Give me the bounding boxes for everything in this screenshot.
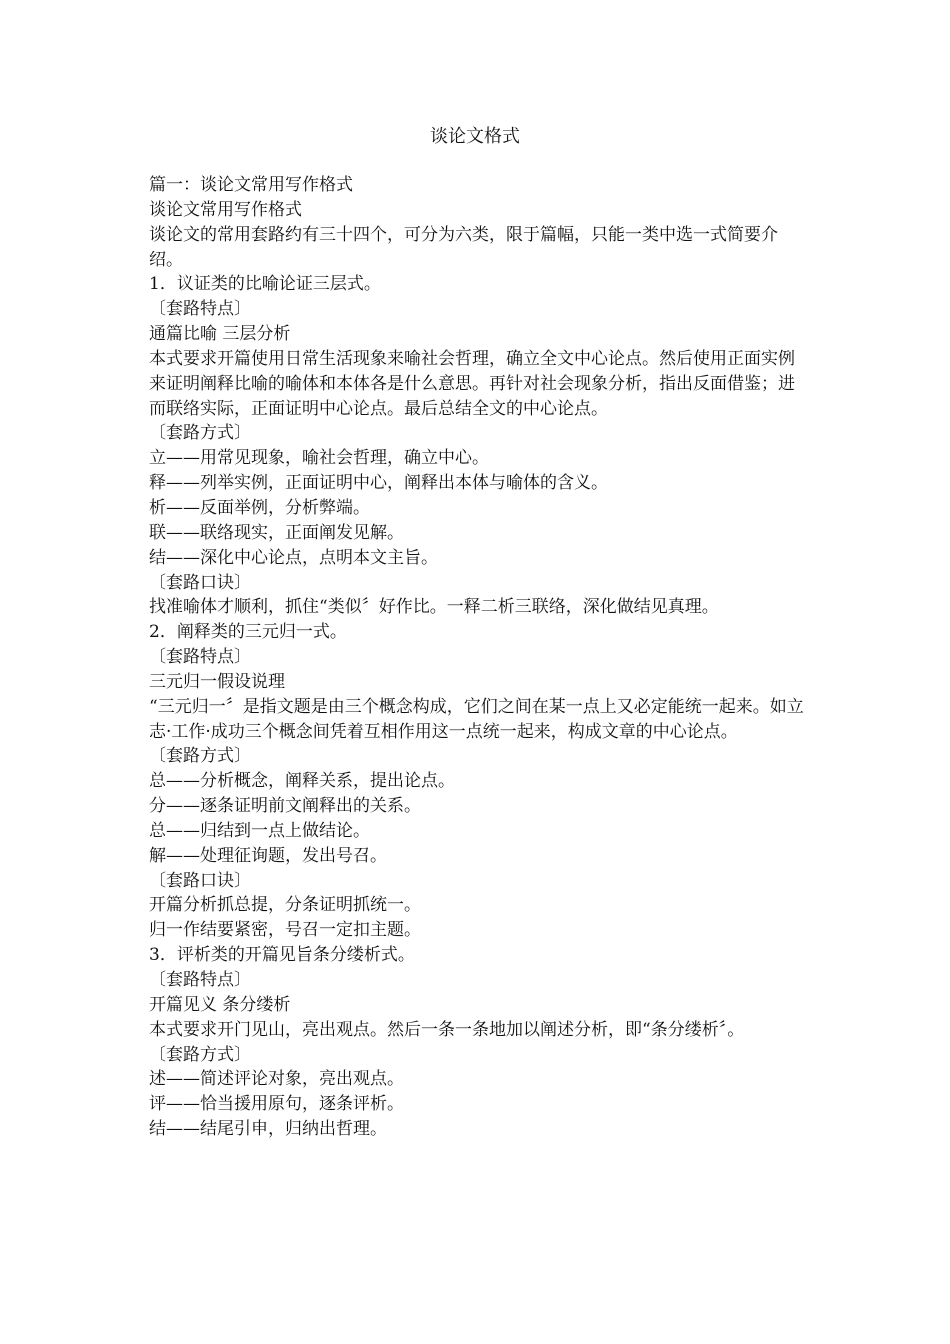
list-line: 述——简述评论对象，亮出观点。 bbox=[149, 1069, 404, 1090]
list-line: 结——结尾引申，归纳出哲理。 bbox=[149, 1119, 387, 1140]
list-line: 解——处理征询题，发出号召。 bbox=[149, 845, 387, 866]
paragraph: 本式要求开门见山，亮出观点。然后一条一条地加以阐述分析，即“条分缕析〞。 bbox=[149, 1019, 745, 1040]
label: 〔套路特点〕 bbox=[149, 299, 251, 320]
list-line: 评——恰当援用原句，逐条评析。 bbox=[149, 1094, 404, 1115]
document-title: 谈论文格式 bbox=[430, 126, 520, 147]
list-line: 总——分析概念，阐释关系，提出论点。 bbox=[149, 771, 455, 792]
list-line: 释——列举实例，正面证明中心，阐释出本体与喻体的含义。 bbox=[149, 473, 608, 494]
label: 〔套路方式〕 bbox=[149, 746, 251, 767]
paragraph: “三元归一〞是指文题是由三个概念构成，它们之间在某一点上又必定能统一起来。如立志·工作·成功三个概念间凭着互相作用这一点统一起来，构成文章的中心论点。 bbox=[149, 696, 804, 742]
paragraph: 归一作结要紧密，号召一定扣主题。 bbox=[149, 920, 421, 941]
subheading: 谈论文常用写作格式 bbox=[149, 199, 302, 220]
list-line: 析——反面举例，分析弊端。 bbox=[149, 497, 370, 518]
list-line: 总——归结到一点上做结论。 bbox=[149, 820, 370, 841]
label: 〔套路口诀〕 bbox=[149, 572, 251, 593]
list-line: 联——联络现实，正面阐发见解。 bbox=[149, 522, 404, 543]
label: 〔套路方式〕 bbox=[149, 1044, 251, 1065]
paragraph: 本式要求开篇使用日常生活现象来喻社会哲理，确立全文中心论点。然后使用正面实例来证明阐释比喻的喻体和本体各是什么意思。再针对社会现象分析，指出反面借鉴；进而联络实际，正面证明中心论点。最后总结全文的中心论点。 bbox=[149, 348, 795, 419]
label: 〔套路特点〕 bbox=[149, 970, 251, 990]
list-line: 立——用常见现象，喻社会哲理，确立中心。 bbox=[149, 448, 489, 469]
item-heading: 2．阐释类的三元归一式。 bbox=[149, 622, 347, 643]
label: 〔套路特点〕 bbox=[149, 647, 251, 668]
item-heading: 1．议证类的比喻论证三层式。 bbox=[149, 274, 381, 295]
paragraph: 通篇比喻 三层分析 bbox=[149, 324, 291, 345]
label: 〔套路方式〕 bbox=[149, 423, 251, 444]
item-heading: 3．评析类的开篇见旨条分缕析式。 bbox=[149, 945, 415, 966]
paragraph: 开篇见义 条分缕析 bbox=[149, 994, 291, 1015]
document-body bbox=[149, 173, 804, 1142]
list-line: 结——深化中心论点，点明本文主旨。 bbox=[149, 547, 438, 568]
paragraph: 找准喻体才顺利，抓住“类似〞好作比。一释二析三联络，深化做结见真理。 bbox=[149, 597, 719, 618]
list-line: 分——逐条证明前文阐释出的关系。 bbox=[149, 796, 421, 817]
section-heading: 篇一：谈论文常用写作格式 bbox=[149, 175, 353, 195]
paragraph: 谈论文的常用套路约有三十四个，可分为六类，限于篇幅，只能一类中选一式简要介绍。 bbox=[149, 224, 778, 270]
paragraph: 开篇分析抓总提，分条证明抓统一。 bbox=[149, 895, 421, 916]
paragraph: 三元归一假设说理 bbox=[149, 671, 285, 692]
label: 〔套路口诀〕 bbox=[149, 870, 251, 891]
